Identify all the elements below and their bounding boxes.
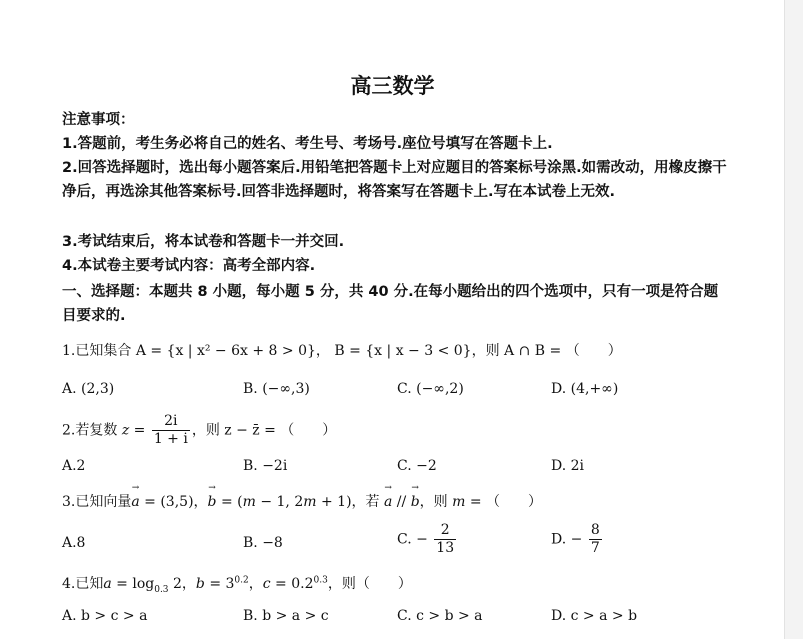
question-2-option-c: C. −2	[397, 458, 437, 474]
question-4-option-d: D. c > a > b	[551, 608, 638, 624]
question-3-option-c-den: 13	[436, 540, 455, 556]
question-3-option-d-num: 8	[590, 522, 600, 538]
section-heading: 一、选择题：本题共 8 小题，每小题 5 分，共 40 分.在每小题给出的四个选项中，只有一项是符合题目要求的.	[62, 284, 719, 324]
question-4-stem: 4.已知$a = \log_{0.3} 2$，$b = 3^{0.2}$，$c = 0.2^{0.3}$，则（ ）	[62, 575, 412, 595]
question-2-option-a: A.2	[62, 458, 86, 474]
question-3-option-d	[551, 522, 604, 557]
scrollbar-track[interactable]	[784, 0, 803, 639]
question-3-option-b: B. −8	[243, 535, 283, 551]
question-3-option-c-fraction	[434, 522, 456, 557]
question-1-option-c: C. (−∞,2)	[397, 381, 464, 397]
question-2-option-b: B. −2i	[243, 458, 288, 474]
question-1-option-d: D. (4,+∞)	[551, 381, 619, 397]
question-3-option-c	[397, 522, 458, 557]
page-title: 高三数学	[350, 74, 435, 98]
question-2-z-lhs: z =	[121, 422, 146, 439]
question-2-stem	[62, 413, 336, 448]
notice-item-2: 2.回答选择题时，选出每小题答案后.用铅笔把答题卡上对应题目的答案标号涂黑.如需改动，用橡皮擦干净后，再选涂其他答案标号.回答非选择题时，将答案写在答题卡上.写在本试卷上无效.	[62, 160, 727, 200]
question-2-fraction	[152, 413, 190, 448]
notice-heading: 注意事项：	[62, 112, 135, 128]
question-1-option-b: B. (−∞,3)	[243, 381, 310, 397]
question-2-fraction-den: 1 + i	[153, 431, 188, 447]
question-3-option-d-prefix: D. −	[551, 531, 583, 548]
question-1-prefix: 1.已知集合	[62, 343, 132, 359]
question-1-set-a: A = {x | x² − 6x + 8 > 0}	[135, 343, 316, 359]
question-4-option-c: C. c > b > a	[397, 608, 483, 624]
question-2-prefix: 2.若复数	[62, 422, 118, 439]
question-3-option-a: A.8	[62, 535, 86, 551]
question-1-suffix: ，则 A ∩ B = （ ）	[471, 343, 622, 359]
question-4-prefix: 4.已知	[62, 576, 104, 592]
question-3-option-d-den: 7	[590, 540, 600, 556]
question-2-option-d: D. 2i	[551, 458, 585, 474]
question-1-stem: 1.已知集合 A = {x | x² − 6x + 8 > 0}， B = {x | x − 3 < 0}，则 A ∩ B = （ ）	[62, 343, 622, 359]
question-4-option-b: B. b > a > c	[243, 608, 329, 624]
question-3-stem: 3.已知向量→ a = (3,5)，→ b = (m − 1, 2m + 1)，若 → a // → b，则 m = （ ）	[62, 491, 542, 511]
question-4-option-a: A. b > c > a	[62, 608, 148, 624]
question-1-option-a: A. (2,3)	[62, 381, 115, 397]
question-2-fraction-num: 2i	[152, 413, 190, 431]
question-2-suffix: ，则 z − z̄ = （ ）	[191, 422, 337, 439]
question-3-prefix: 3.已知向量	[62, 494, 132, 510]
question-3-option-d-fraction	[589, 522, 602, 557]
question-1-set-b: B = {x | x − 3 < 0}	[334, 343, 472, 359]
notice-item-1: 1.答题前，考生务必将自己的姓名、考生号、考场号.座位号填写在答题卡上.	[62, 136, 553, 152]
notice-item-3: 3.考试结束后，将本试卷和答题卡一并交回.	[62, 234, 345, 250]
question-3-option-c-prefix: C. −	[397, 531, 428, 548]
question-3-option-c-num: 2	[434, 522, 456, 540]
notice-item-4: 4.本试卷主要考试内容：高考全部内容.	[62, 258, 316, 274]
